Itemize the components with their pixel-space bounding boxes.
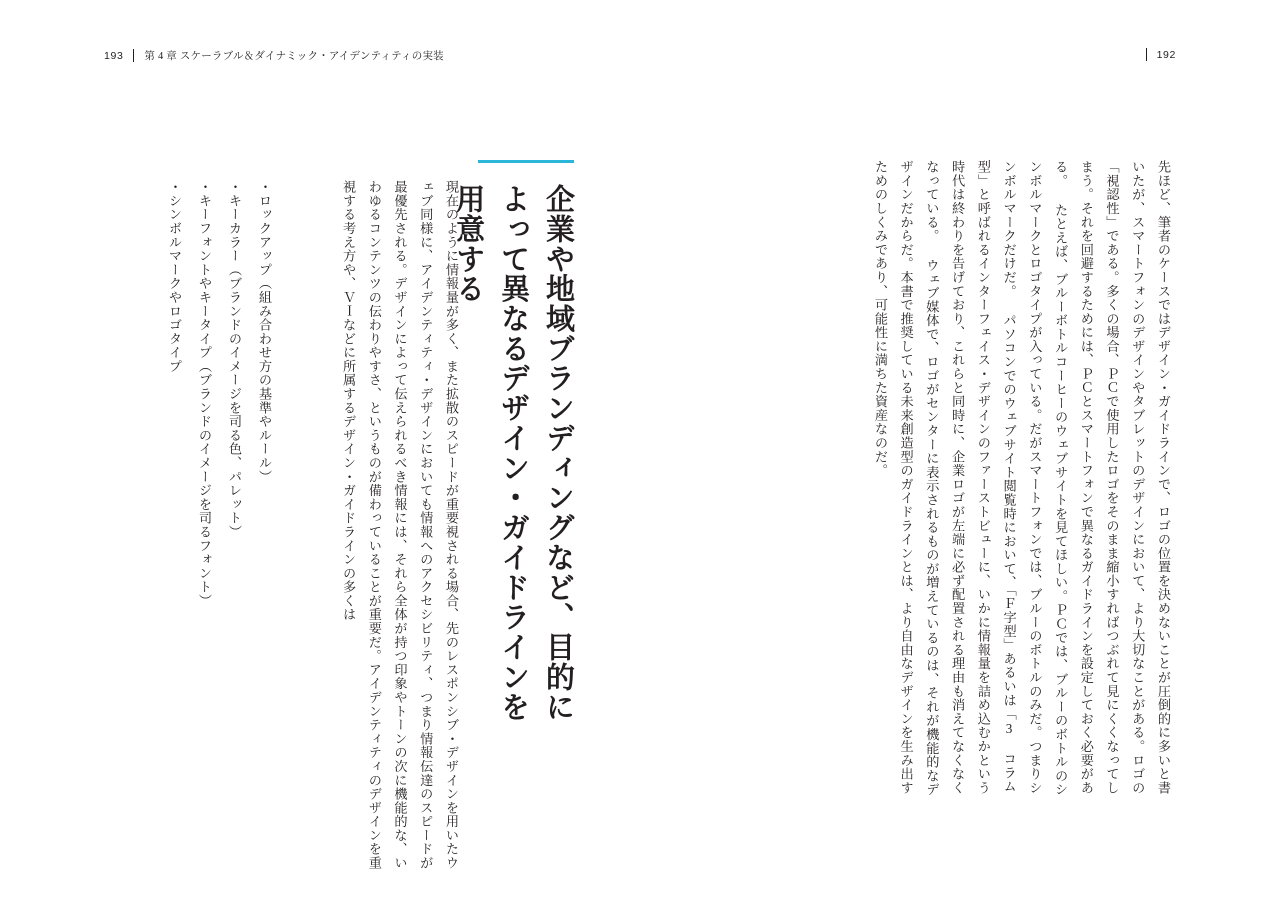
list-item: ・キーカラー（ブランドのイメージを司る色、パレット） [227, 180, 242, 539]
bullet-list [154, 180, 274, 880]
running-head-divider [133, 49, 134, 62]
page-title: 企業や地域ブランディングなど、目的によって異なるデザイン・ガイドラインを用意する [452, 184, 574, 722]
right-page-body-text: 先ほど、筆者のケースではデザイン・ガイドラインで、ロゴの位置を決めないことが圧倒的に多いと書いたが、スマートフォンのデザインやタブレットのデザインにおいて、より大切なことがある。ロゴの「視認性」である。多くの場合、ＰＣで使用したロゴをそのまま縮小すればつぶれて見にくくなってしまう。それを回避するためには、ＰＣとスマートフォンで異なるガイドラインを設定しておく必要がある。 たとえば、ブルーボトルコーヒーのウェブサイトを見てほしい。ＰＣでは、ブルーのボトルのシンボルマークとロゴタイプが入っている。だがスマートフォンでは、ブルーのボトルのみだ。つまりシンボルマークだけだ。 パソコンでのウェブサイト閲覧時において、「Ｆ字型」あるいは「3 コラム型」と呼ばれるインターフェイス・デザインのファーストビューに、いかに情報量を詰め込むかという時代は終わりを告げており、これらと同時に、企業ロゴが左端に必ず配置される理由も消えてなくなくなっている。 ウェブ媒体で、ロゴがセンターに表示されるものが増えているのは、それが機能的なデザインだからだ。本書で推奨している未来創造型のガイドラインとは、より自由なデザインを生み出すためのしくみであり、可能性に満ちた資産なのだ。 [872, 160, 1171, 797]
chapter-title: 第 4 章 スケーラブル＆ダイナミック・アイデンティティの実装 [144, 51, 444, 62]
list-item: ・キーフォントやキータイプ（ブランドのイメージを司るフォント） [197, 180, 212, 608]
headline-accent-rule [478, 160, 574, 163]
list-item: ・ロックアップ（組み合わせ方の基準やルール） [257, 180, 272, 484]
list-item: ・シンボルマークやロゴタイプ [167, 180, 182, 374]
left-page-body-text: 現在のように情報量が多く、また拡散のスピードが重要視される場合、先のレスポンシブ・デザインを用いたウェブ同様に、アイデンティティ・デザインにおいても情報へのアクセシビリティ、つまり情報伝達のスピードが最優先される。デザインによって伝えられるべき情報には、それら全体が持つ印象やトーンの次に機能的な、いわゆるコンテンツの伝わりやすさ、というものが備わっていることが重要だ。アイデンティティのデザインを重視する考え方や、ＶＩなどに所属するデザイン・ガイドラインの多くは [341, 180, 459, 870]
folio-right: 192 [1156, 48, 1176, 61]
left-page [104, 150, 574, 870]
folio-left: 193 [104, 49, 124, 62]
running-head-right [1146, 48, 1176, 61]
running-head-divider-right [1146, 48, 1147, 61]
running-head-left [104, 48, 444, 63]
